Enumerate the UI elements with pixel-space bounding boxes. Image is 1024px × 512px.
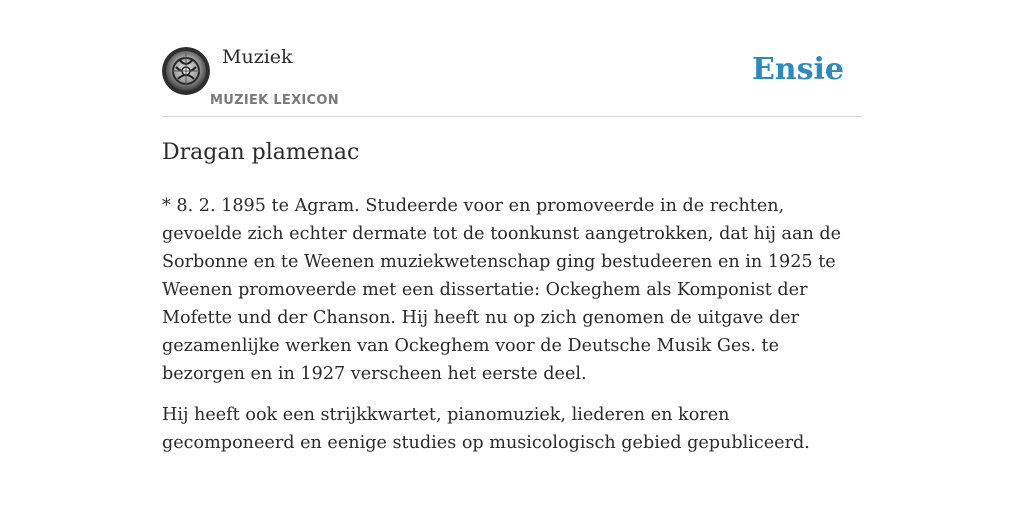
music-emblem-icon[interactable]: [162, 47, 210, 95]
page-title: Dragan plamenac: [162, 140, 360, 165]
brand-logo-link[interactable]: Ensie: [751, 52, 844, 87]
category-link[interactable]: Muziek: [222, 46, 293, 68]
article-paragraph: * 8. 2. 1895 te Agram. Studeerde voor en promoveerde in de rechten, gevoelde zich echter dermate tot de toonkunst aangetrokken, dat hij aan de Sorbonne en te Weenen muziekwetenschap ging bestudeeren en in 1925 te Weenen promoveerde met een dissertatie: Ockeghem als Komponist der Mofette und der Chanson. Hij heeft nu op zich genomen de uitgave der gezamenlijke werken van Ockeghem voor de Deutsche Musik Ges. te bezorgen en in 1927 verscheen het eerste deel.: [162, 196, 842, 384]
article-paragraph: Hij heeft ook een strijkkwartet, pianomuziek, liederen en koren gecomponeerd en eenige studies op musicologisch gebied gepubliceerd.: [162, 405, 810, 453]
lexicon-subtitle: MUZIEK LEXICON: [210, 93, 339, 108]
article-body: [162, 192, 862, 470]
site-header: [162, 44, 862, 117]
